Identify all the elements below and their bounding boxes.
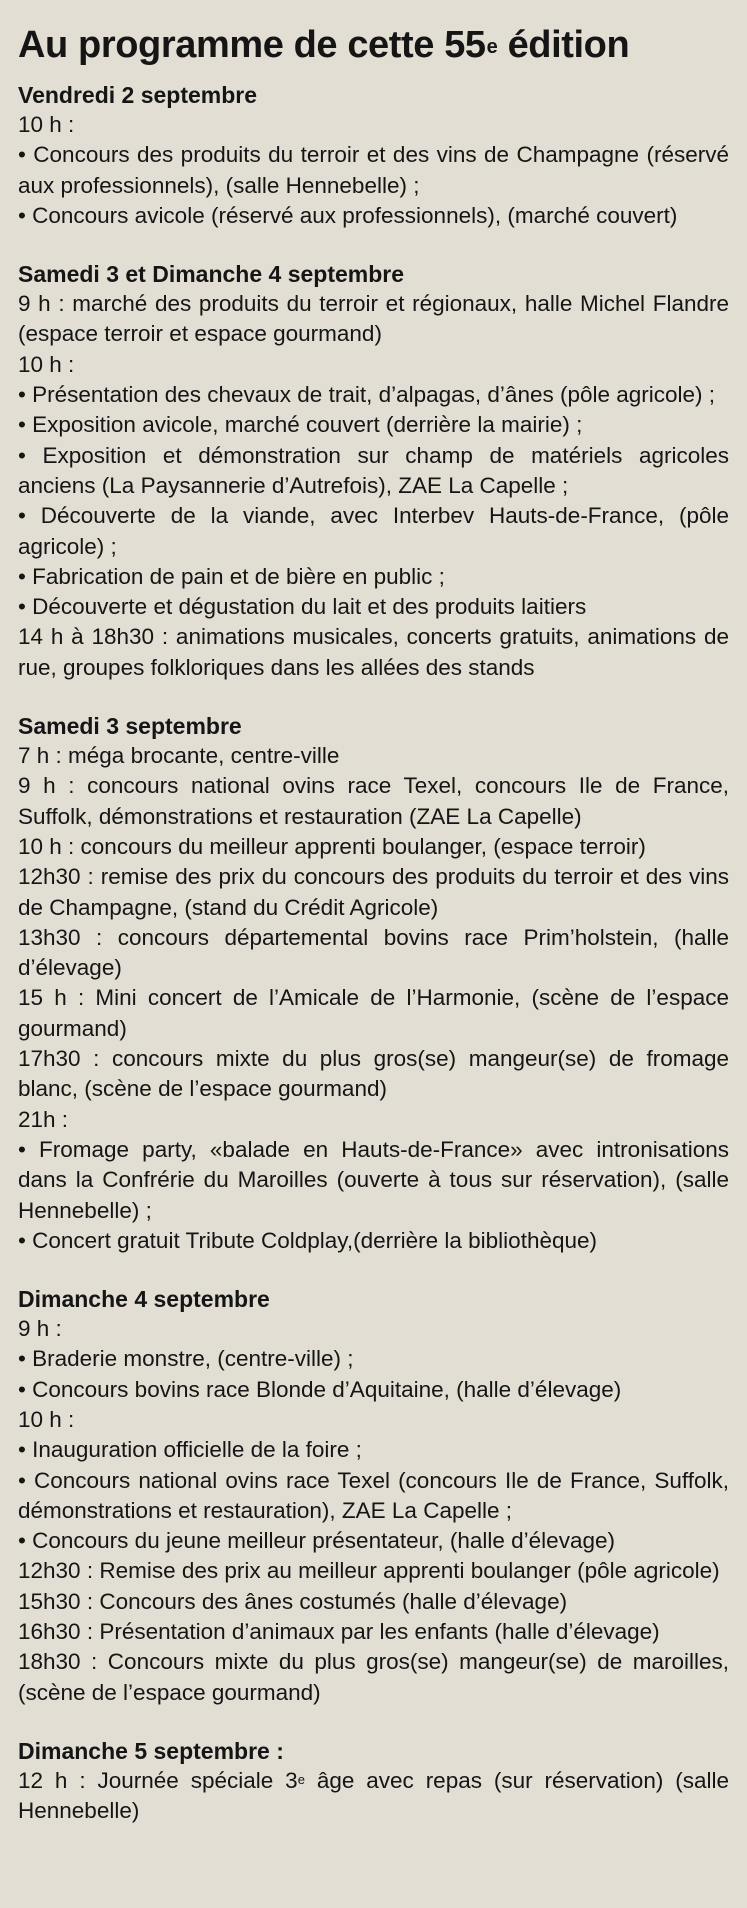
- programme-line: 9 h :: [18, 1316, 62, 1342]
- programme-line: 12h30 : Remise des prix au meilleur apprenti boulanger (pôle agricole): [18, 1558, 720, 1584]
- programme-line: • Présentation des chevaux de trait, d’alpagas, d’ânes (pôle agricole) ;: [18, 382, 716, 408]
- programme-line: • Braderie monstre, (centre-ville) ;: [18, 1346, 354, 1372]
- programme-line: 10 h : concours du meilleur apprenti boulanger, (espace terroir): [18, 833, 646, 859]
- programme-line: • Découverte et dégustation du lait et des produits laitiers: [18, 594, 587, 620]
- programme-line: 12h30 : remise des prix du concours des produits du terroir et des vins de Champagne, (stand du Crédit Agricole): [18, 864, 729, 920]
- programme-line: [18, 1766, 729, 1827]
- day-section: [18, 711, 729, 1256]
- programme-line: 15h30 : Concours des ânes costumés (halle d’élevage): [18, 1588, 568, 1614]
- programme-line: 10 h :: [18, 1406, 75, 1432]
- programme-line: 21h :: [18, 1106, 69, 1132]
- line-text-before: 12 h : Journée spéciale 3: [18, 1767, 298, 1793]
- title-main: Au programme de cette 55: [18, 24, 486, 66]
- programme-line: 10 h :: [18, 112, 75, 137]
- line-text-after: âge avec repas (sur réservation) (salle Hennebelle): [18, 1767, 729, 1824]
- day-section: [18, 1736, 729, 1827]
- programme-line: • Concours avicole (réservé aux professionnels), (marché couvert): [18, 202, 678, 228]
- programme-line: 13h30 : concours départemental bovins race Prim’holstein, (halle d’élevage): [18, 924, 729, 981]
- programme-line: • Fromage party, «balade en Hauts-de-France» avec intronisations dans la Confrérie du Maroilles (ouverte à tous sur réservation), (salle Hennebelle) ;: [18, 1136, 729, 1223]
- programme-line: • Concert gratuit Tribute Coldplay,(derrière la bibliothèque): [18, 1227, 598, 1253]
- page-title: [18, 22, 729, 68]
- programme-line: • Découverte de la viande, avec Interbev Hauts-de-France, (pôle agricole) ;: [18, 503, 729, 559]
- day-heading: Dimanche 5 septembre :: [18, 1737, 284, 1764]
- programme-line: 17h30 : concours mixte du plus gros(se) mangeur(se) de fromage blanc, (scène de l’espace gourmand): [18, 1046, 729, 1102]
- day-section: [18, 80, 729, 231]
- programme-line: • Concours bovins race Blonde d’Aquitaine, (halle d’élevage): [18, 1376, 622, 1402]
- programme-line: • Exposition et démonstration sur champ de matériels agricoles anciens (La Paysannerie d’Autrefois), ZAE La Capelle ;: [18, 442, 729, 498]
- programme-line: • Concours des produits du terroir et des vins de Champagne (réservé aux professionnels), (salle Hennebelle) ;: [18, 142, 729, 198]
- line-superscript: e: [297, 1771, 305, 1787]
- day-section: [18, 1284, 729, 1708]
- title-rest: édition: [497, 24, 630, 66]
- programme-line: • Inauguration officielle de la foire ;: [18, 1437, 362, 1463]
- programme-sections: [18, 80, 729, 1827]
- programme-line: • Concours national ovins race Texel (concours Ile de France, Suffolk, démonstrations et restauration), ZAE La Capelle ;: [18, 1467, 729, 1523]
- programme-line: 9 h : concours national ovins race Texel, concours Ile de France, Suffolk, démonstrations et restauration (ZAE La Capelle): [18, 773, 729, 829]
- programme-line: 16h30 : Présentation d’animaux par les enfants (halle d’élevage): [18, 1619, 660, 1645]
- day-heading: Vendredi 2 septembre: [18, 82, 258, 108]
- day-heading: Samedi 3 et Dimanche 4 septembre: [18, 261, 405, 288]
- programme-line: 9 h : marché des produits du terroir et régionaux, halle Michel Flandre (espace terroir et espace gourmand): [18, 291, 729, 347]
- programme-line: • Fabrication de pain et de bière en public ;: [18, 563, 445, 589]
- day-heading: Samedi 3 septembre: [18, 713, 242, 740]
- programme-line: 7 h : méga brocante, centre-ville: [18, 743, 340, 769]
- programme-line: • Concours du jeune meilleur présentateur, (halle d’élevage): [18, 1528, 615, 1554]
- programme-line: 10 h :: [18, 351, 75, 377]
- programme-line: • Exposition avicole, marché couvert (derrière la mairie) ;: [18, 412, 583, 438]
- programme-line: 18h30 : Concours mixte du plus gros(se) mangeur(se) de maroilles, (scène de l’espace gourmand): [18, 1649, 729, 1705]
- day-heading: Dimanche 4 septembre: [18, 1286, 270, 1313]
- title-superscript: e: [486, 36, 498, 58]
- programme-line: 15 h : Mini concert de l’Amicale de l’Harmonie, (scène de l’espace gourmand): [18, 985, 729, 1041]
- day-section: [18, 259, 729, 683]
- programme-line: 14 h à 18h30 : animations musicales, concerts gratuits, animations de rue, groupes folkloriques dans les allées des stands: [18, 624, 729, 680]
